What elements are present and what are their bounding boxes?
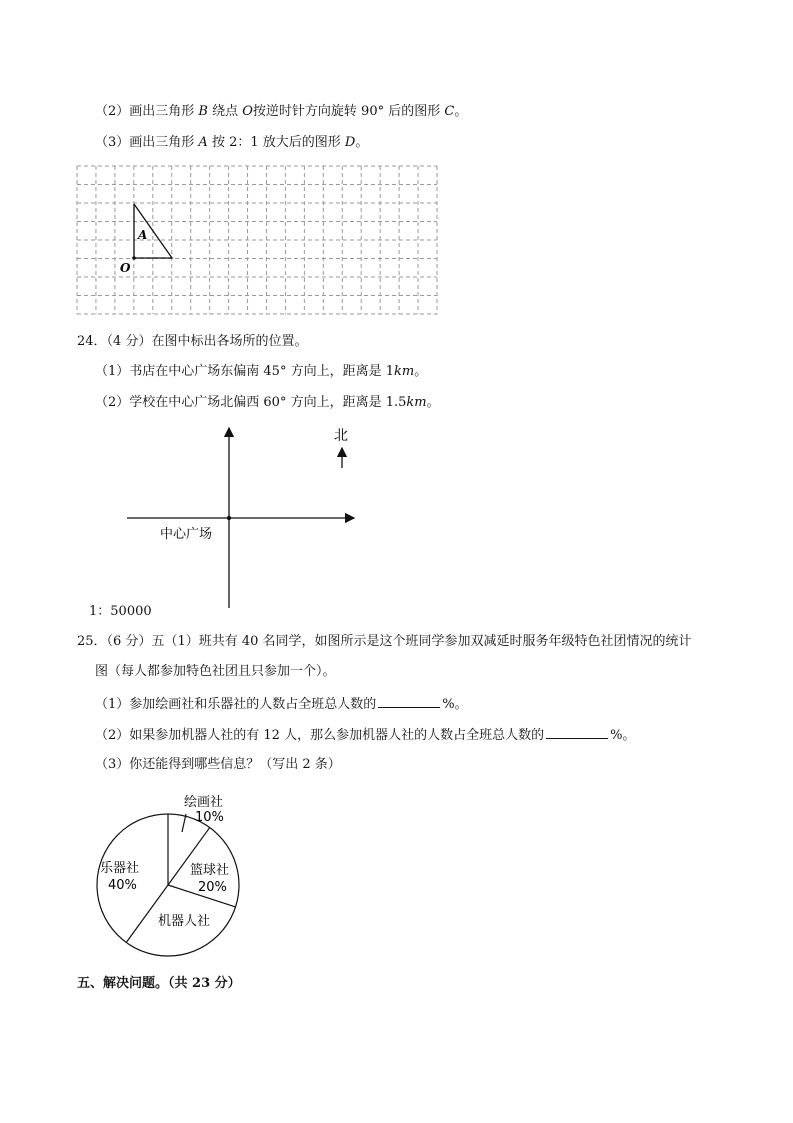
center-label: 中心广场 [160,527,213,542]
slice-percent-basketball: 20% [198,880,227,895]
slice-percent-music: 40% [108,878,137,893]
answer-blank-2[interactable] [546,726,608,739]
section-5-title: 五、解决问题。（共 23 分） [77,976,241,991]
q25-title-line2: 图（每人都参加特色社团且只参加一个）。 [95,664,336,679]
q25-title-line1: 25．（6 分）五（1）班共有 40 名同学，如图所示是这个班同学参加双减延时服务年级特色社团情况的统计 [77,634,692,649]
q23-item-2: （2）画出三角形 B 绕点 O按逆时针方向旋转 90° 后的图形 C。 [95,104,468,119]
slice-label-robot: 机器人社 [158,914,211,929]
center-point [227,516,231,520]
slice-label-music: 乐器社 [100,861,140,876]
slice-label-basketball: 篮球社 [190,863,230,878]
q24-item-2: （2）学校在中心广场北偏西 60° 方向上，距离是 1.5km。 [95,395,440,410]
map-scale: 1：50000 [89,604,152,619]
label-o: O [120,261,131,275]
q23-item-3: （3）画出三角形 A 按 2：1 放大后的图形 D。 [95,135,369,150]
q25-item-2: （2）如果参加机器人社的有 12 人，那么参加机器人社的人数占全班总人数的 %。 [95,728,636,743]
dashed-grid [77,166,437,314]
slice-label-painting: 绘画社 [184,795,224,810]
label-a: A [138,228,148,242]
north-label: 北 [334,428,348,444]
grid-figure [0,0,793,330]
q24-title: 24．（4 分）在图中标出各场所的位置。 [77,334,308,349]
map-figure [0,420,793,620]
slice-percent-painting: 10% [195,810,224,825]
pie-chart [0,780,793,970]
point-o [132,256,136,260]
answer-blank-1[interactable] [378,695,440,708]
leader-line [182,814,186,832]
q25-item-1: （1）参加绘画社和乐器社的人数占全班总人数的 %。 [95,697,468,712]
q24-item-1: （1）书店在中心广场东偏南 45° 方向上，距离是 1km。 [95,364,428,379]
q25-item-3: （3）你还能得到哪些信息？（写出 2 条） [95,757,341,772]
